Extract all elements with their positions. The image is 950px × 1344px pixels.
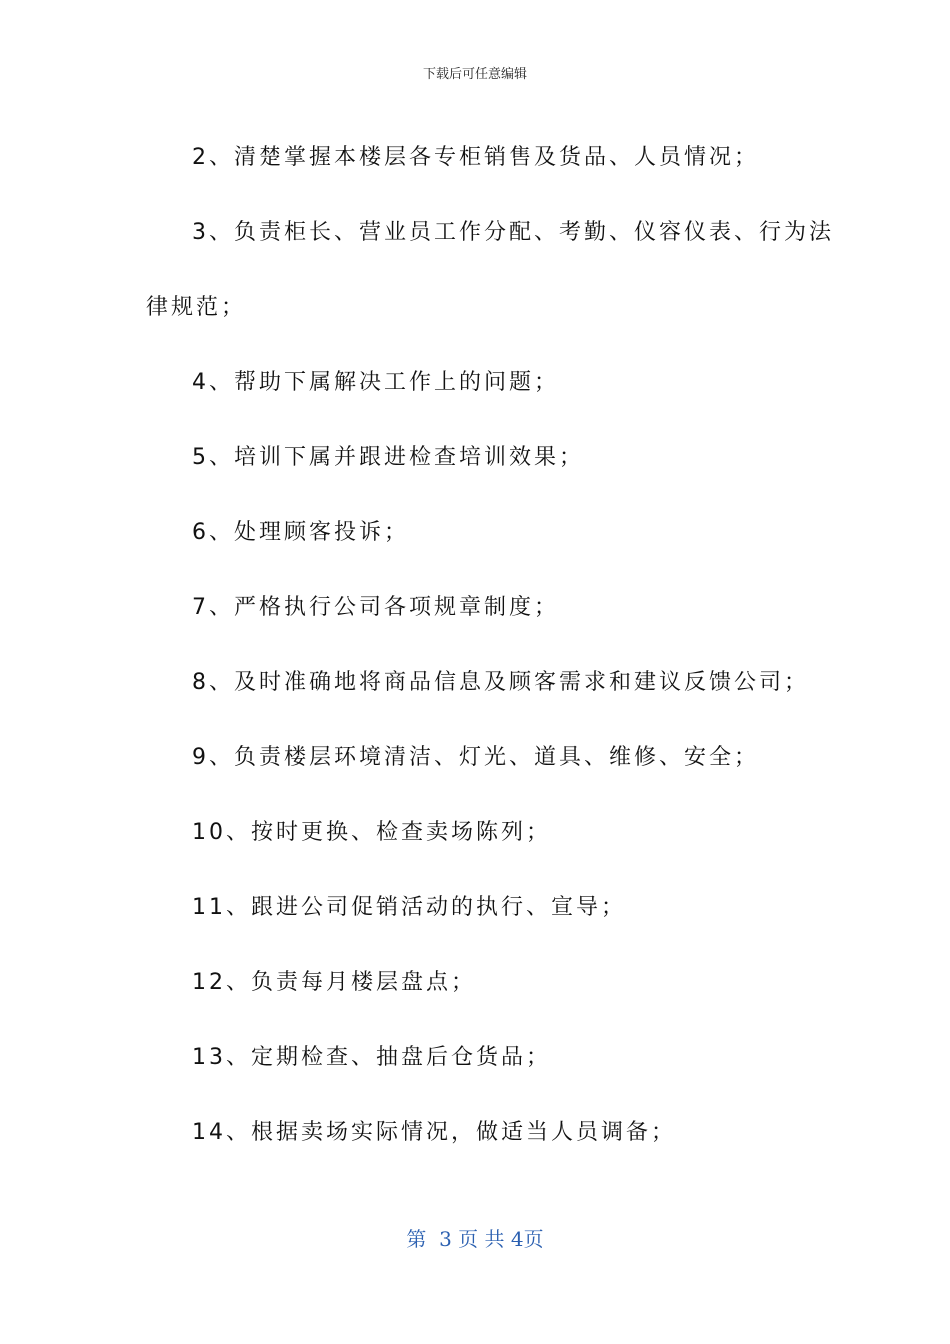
paragraph-item-5: 5、培训下属并跟进检查培训效果；	[192, 445, 584, 470]
paragraph-item-14: 14、根据卖场实际情况，做适当人员调备；	[192, 1120, 676, 1145]
paragraph-item-7: 7、严格执行公司各项规章制度；	[192, 595, 559, 620]
paragraph-item-13: 13、定期检查、抽盘后仓货品；	[192, 1045, 551, 1070]
page-header: 下载后可任意编辑	[422, 67, 527, 82]
paragraph-item-3-continued: 律规范；	[146, 295, 247, 320]
paragraph-item-6: 6、处理顾客投诉；	[192, 520, 409, 545]
paragraph-item-11: 11、跟进公司促销活动的执行、宣导；	[192, 895, 626, 920]
document-body	[146, 120, 834, 1170]
paragraph-item-2: 2、清楚掌握本楼层各专柜销售及货品、人员情况；	[192, 145, 759, 170]
paragraph-item-12: 12、负责每月楼层盘点；	[192, 970, 476, 995]
paragraph-item-9: 9、负责楼层环境清洁、灯光、道具、维修、安全；	[192, 745, 759, 770]
paragraph-item-8: 8、及时准确地将商品信息及顾客需求和建议反馈公司；	[192, 670, 809, 695]
paragraph-item-10: 10、按时更换、检查卖场陈列；	[192, 820, 551, 845]
paragraph-item-4: 4、帮助下属解决工作上的问题；	[192, 370, 559, 395]
paragraph-item-3: 3、负责柜长、营业员工作分配、考勤、仪容仪表、行为法	[192, 220, 834, 245]
page-number-footer: 第 3 页 共 4页	[406, 1227, 544, 1251]
